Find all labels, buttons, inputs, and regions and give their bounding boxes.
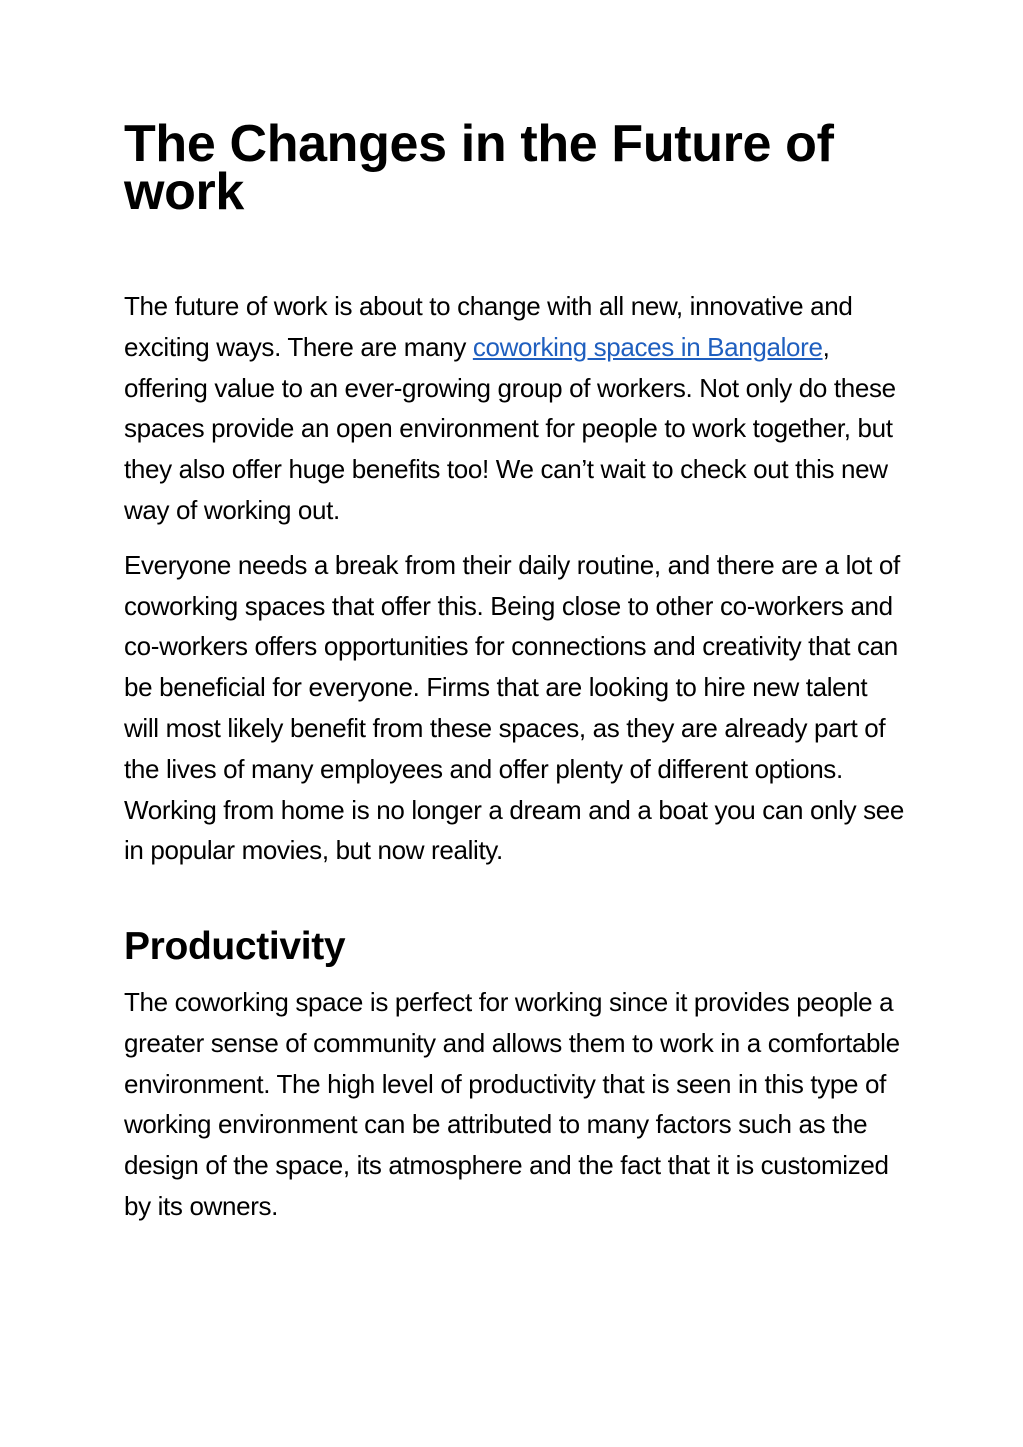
document-title: The Changes in the Future of work (124, 115, 834, 221)
productivity-paragraph: The coworking space is perfect for working since it provides people a greater sense of community and allows them to work in a comfortable environment. The high level of productivity that is seen in this type of working environment can be attributed to many factors such as the design of the space, its atmosphere and the fact that it is customized by its owners. (124, 986, 900, 1221)
section-heading-productivity: Productivity (124, 925, 346, 969)
spacer (124, 968, 904, 982)
spacer (124, 531, 904, 545)
break-paragraph: Everyone needs a break from their daily routine, and there are a lot of coworking spaces that offer this. Being close to other co-workers and co-workers offers opportunities for connections and creativity that can be beneficial for everyone. Firms that are looking to hire new talent will most likely benefit from these spaces, as they are already part of the lives of many employees and offer plenty of different options. Working from home is no longer a dream and a boat you can only see in popular movies, but now reality. (124, 549, 904, 866)
intro-paragraph (124, 286, 904, 531)
intro-text-before-link: The future of work is about to change with all new, innovative and exciting ways. There are many (124, 291, 853, 362)
document-page (124, 115, 904, 1227)
intro-text-after-link: , offering value to an ever-growing group of workers. Not only do these spaces provide an open environment for people to work together, but they also offer huge benefits too! We can’t wait to check out this new way of working out. (124, 331, 896, 525)
spacer (124, 216, 904, 286)
coworking-spaces-link[interactable]: coworking spaces in Bangalore (472, 331, 823, 362)
spacer (124, 871, 904, 927)
